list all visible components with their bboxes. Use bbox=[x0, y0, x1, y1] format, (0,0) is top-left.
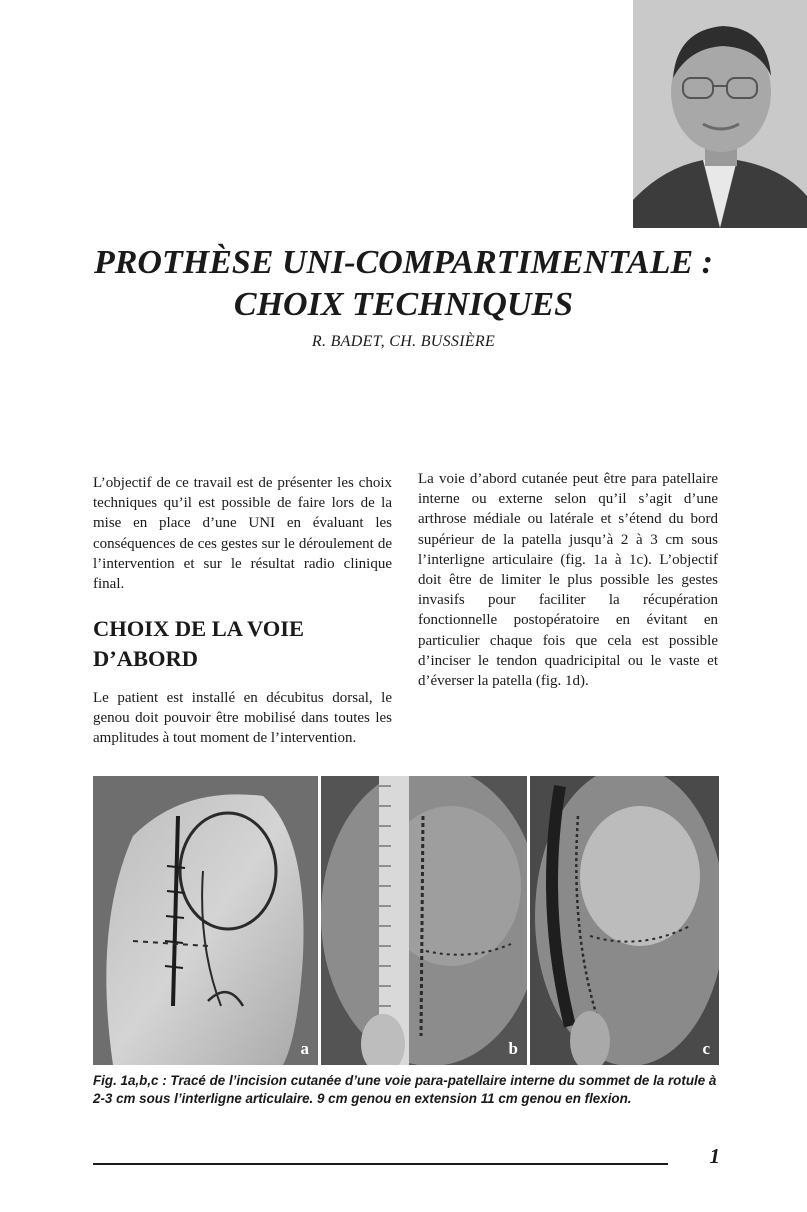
title-line-2: CHOIX TECHNIQUES bbox=[233, 286, 574, 323]
figure-panel-b bbox=[321, 776, 527, 1065]
panel-label-c: c bbox=[702, 1039, 710, 1058]
section-heading-line-1: CHOIX DE LA VOIE bbox=[93, 616, 305, 641]
section-heading-line-2: D’ABORD bbox=[93, 646, 198, 671]
patient-position-paragraph: Le patient est installé en décubitus dorsal, le genou doit pouvoir être mobilisé dans toutes les amplitudes à tout moment de l’intervention. bbox=[93, 690, 392, 747]
figure-caption: Fig. 1a,b,c : Tracé de l’incision cutanée d’une voie para-patellaire interne du sommet de la rotule à 2-3 cm sous l’interligne articulaire. 9 cm genou en extension 11 cm genou en flexion. bbox=[93, 1073, 717, 1106]
figure-panel-a bbox=[93, 776, 318, 1065]
article-title bbox=[0, 242, 807, 326]
article-authors: R. BADET, CH. BUSSIÈRE bbox=[311, 333, 496, 350]
intro-paragraph: L’objectif de ce travail est de présenter les choix techniques qu’il est possible de faire lors de la mise en place d’une UNI en évaluant les conséquences de ces gestes sur le déroulement de l’intervention et sur le résultat radio clinique final. bbox=[93, 475, 392, 593]
section-heading bbox=[93, 614, 392, 674]
figure-panel-c bbox=[530, 776, 719, 1065]
footer-rule bbox=[93, 1163, 668, 1165]
title-line-1: PROTHÈSE UNI-COMPARTIMENTALE : bbox=[93, 244, 713, 281]
surgical-approach-paragraph: La voie d’abord cutanée peut être para patellaire interne ou externe selon qu’il s’agit d’une arthrose médiale ou latérale et s’étend du bord supérieur de la patella jusqu’à 2 à 3 cm sous l’interligne articulaire (fig. 1a à 1c). L’objectif doit être de limiter le plus possible les gestes invasifs pour faciliter la récupération fonctionnelle postopératoire en évitant en particulier chaque fois que cela est possible d’inciser le tendon quadricipital ou le vaste et d’éverser la patella (fig. 1d). bbox=[418, 471, 718, 690]
panel-label-a: a bbox=[300, 1039, 309, 1058]
panel-label-b: b bbox=[508, 1039, 518, 1058]
author-photo bbox=[633, 0, 807, 228]
page-number: 1 bbox=[709, 1144, 720, 1168]
